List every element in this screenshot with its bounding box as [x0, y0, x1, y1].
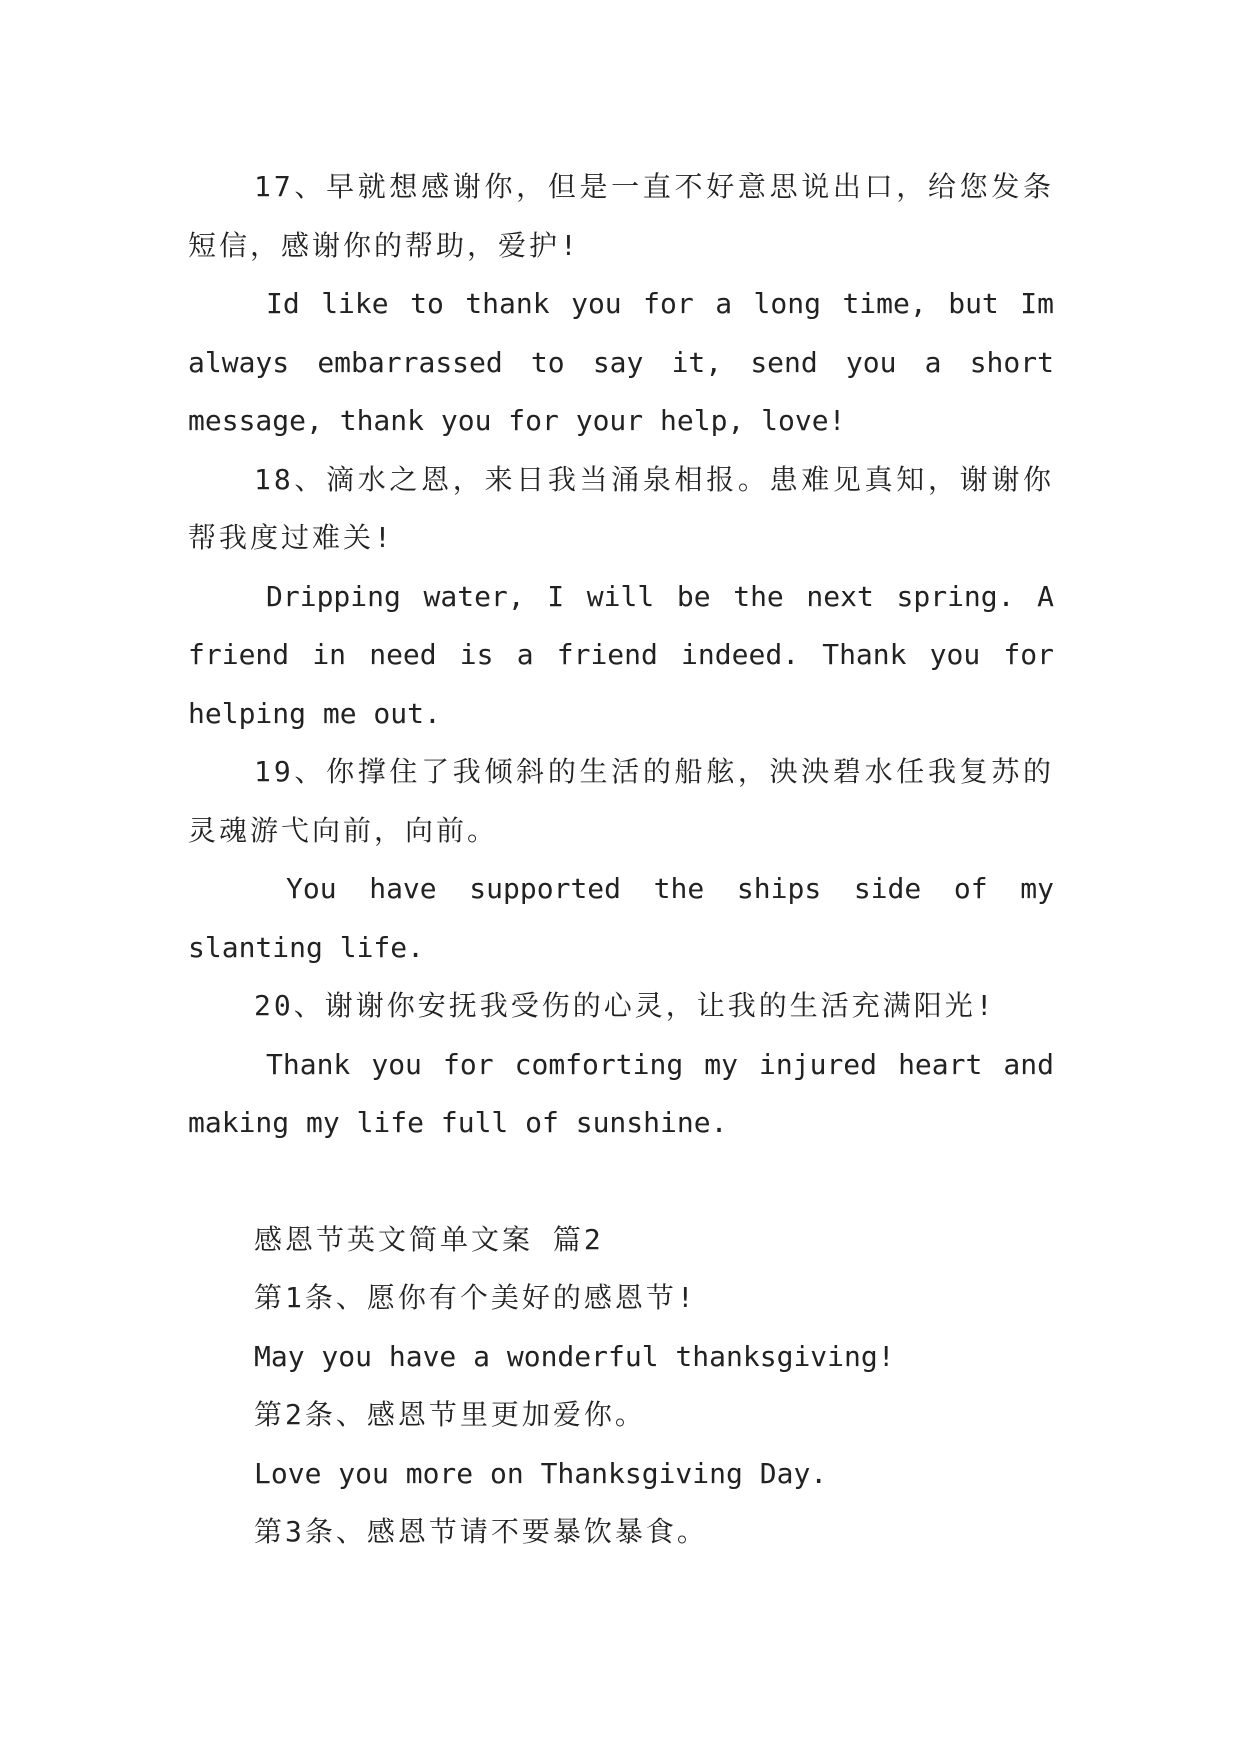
entry-3-chinese: 第3条、感恩节请不要暴饮暴食。	[254, 1515, 708, 1548]
entry-1-chinese: 第1条、愿你有个美好的感恩节!	[254, 1281, 697, 1314]
item-18-chinese: 18、滴水之恩，来日我当涌泉相报。患难见真知，谢谢你帮我度过难关!	[188, 462, 1054, 554]
item-18-english: Dripping water, I will be the next spring. A friend in need is a friend indeed. Thank you for helping me out.	[188, 579, 1054, 730]
item-20-chinese: 20、谢谢你安抚我受伤的心灵，让我的生活充满阳光!	[254, 989, 996, 1022]
item-19-chinese: 19、你撑住了我倾斜的生活的船舷，泱泱碧水任我复苏的灵魂游弋向前，向前。	[188, 755, 1054, 847]
item-17-chinese: 17、早就想感谢你，但是一直不好意思说出口，给您发条短信，感谢你的帮助，爱护!	[188, 170, 1054, 262]
item-19-english: You have supported the ships side of my slanting life.	[188, 872, 1054, 964]
item-20-english: Thank you for comforting my injured heart and making my life full of sunshine.	[188, 1047, 1054, 1139]
entry-2-chinese: 第2条、感恩节里更加爱你。	[254, 1398, 646, 1431]
section-spacer	[188, 1153, 1054, 1211]
document-page	[188, 158, 1054, 1562]
entry-2-english: Love you more on Thanksgiving Day.	[254, 1456, 828, 1490]
entry-1-english: May you have a wonderful thanksgiving!	[254, 1339, 895, 1373]
section-2-heading: 感恩节英文简单文案 篇2	[254, 1222, 604, 1256]
item-17-english: Id like to thank you for a long time, but Im always embarrassed to say it, send you a short message, thank you for your help, love!	[188, 287, 1054, 437]
